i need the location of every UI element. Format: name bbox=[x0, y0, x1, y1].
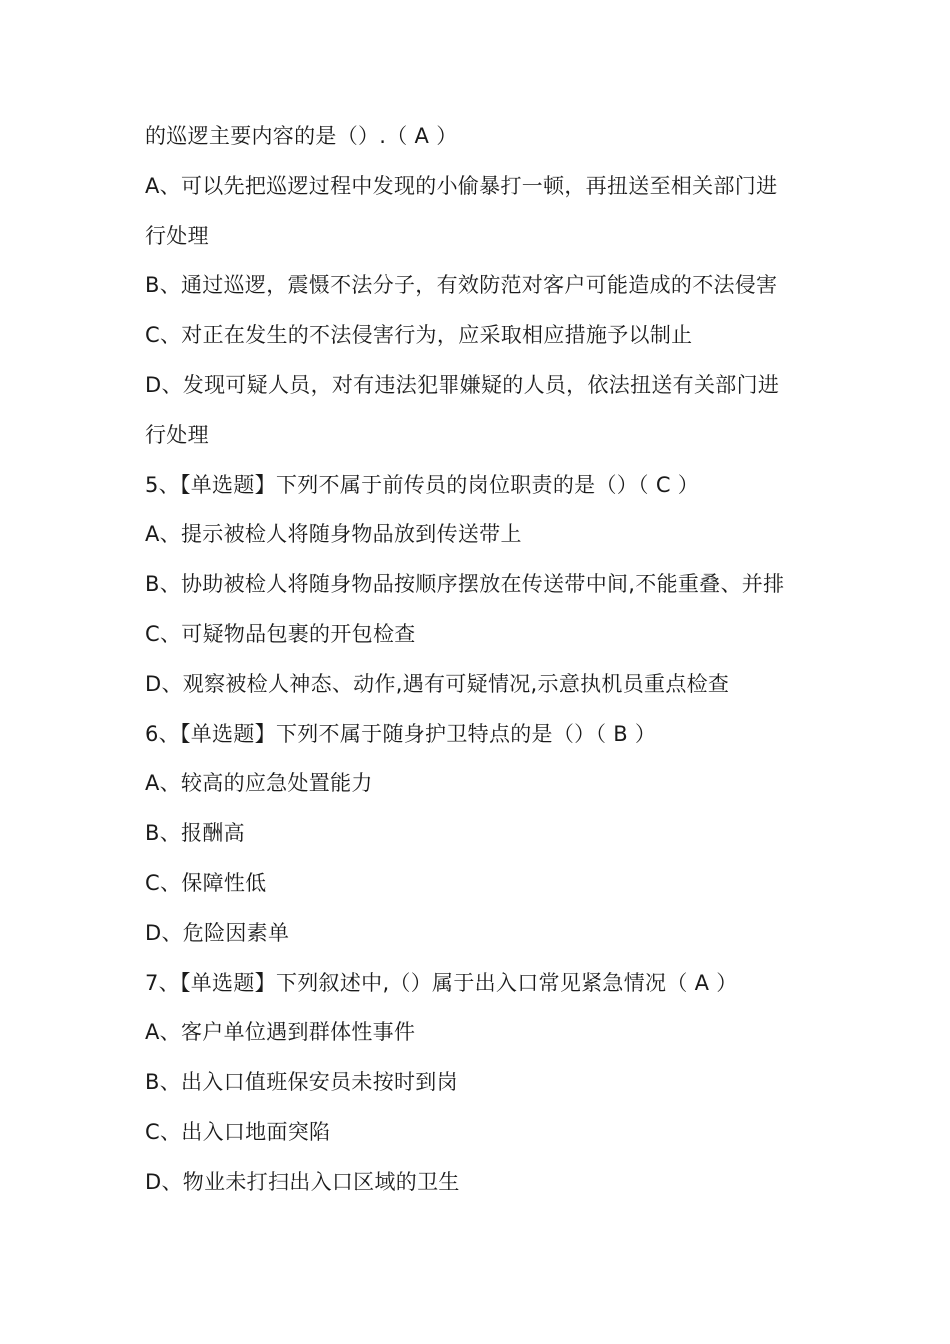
q5-option-a: A、提示被检人将随身物品放到传送带上 bbox=[145, 522, 522, 547]
q5-option-b: B、协助被检人将随身物品按顺序摆放在传送带中间,不能重叠、并排 bbox=[145, 572, 785, 597]
q5-option-d: D、观察被检人神态、动作,遇有可疑情况,示意执机员重点检查 bbox=[145, 671, 730, 696]
q4-option-d-continued: 行处理 bbox=[145, 422, 209, 447]
q4-option-a: A、可以先把巡逻过程中发现的小偷暴打一顿，再扭送至相关部门进 bbox=[145, 173, 778, 198]
q6-option-c: C、保障性低 bbox=[145, 870, 267, 895]
question-6-stem: 6、【单选题】下列不属于随身护卫特点的是（）（ B ） bbox=[145, 721, 657, 746]
q4-option-a-continued: 行处理 bbox=[145, 223, 209, 248]
q6-option-a: A、较高的应急处置能力 bbox=[145, 771, 373, 796]
q7-option-a: A、客户单位遇到群体性事件 bbox=[145, 1020, 416, 1045]
q5-option-c: C、可疑物品包裹的开包检查 bbox=[145, 621, 416, 646]
q4-option-c: C、对正在发生的不法侵害行为，应采取相应措施予以制止 bbox=[145, 323, 693, 348]
q6-option-d: D、危险因素单 bbox=[145, 920, 290, 945]
q7-option-b: B、出入口值班保安员未按时到岗 bbox=[145, 1070, 458, 1095]
question-5-stem: 5、【单选题】下列不属于前传员的岗位职责的是（）（ C ） bbox=[145, 472, 700, 497]
q7-option-d: D、物业未打扫出入口区域的卫生 bbox=[145, 1169, 460, 1194]
question-4-stem-tail: 的巡逻主要内容的是（）.（ A ） bbox=[145, 124, 458, 148]
q6-option-b: B、报酬高 bbox=[145, 821, 245, 846]
q4-option-d: D、发现可疑人员，对有违法犯罪嫌疑的人员，依法扭送有关部门进 bbox=[145, 372, 780, 397]
q4-option-b: B、通过巡逻，震慑不法分子，有效防范对客户可能造成的不法侵害 bbox=[145, 273, 778, 298]
question-7-stem: 7、【单选题】下列叙述中,（）属于出入口常见紧急情况（ A ） bbox=[145, 970, 738, 995]
document-page bbox=[145, 112, 845, 1208]
q7-option-c: C、出入口地面突陷 bbox=[145, 1119, 331, 1144]
